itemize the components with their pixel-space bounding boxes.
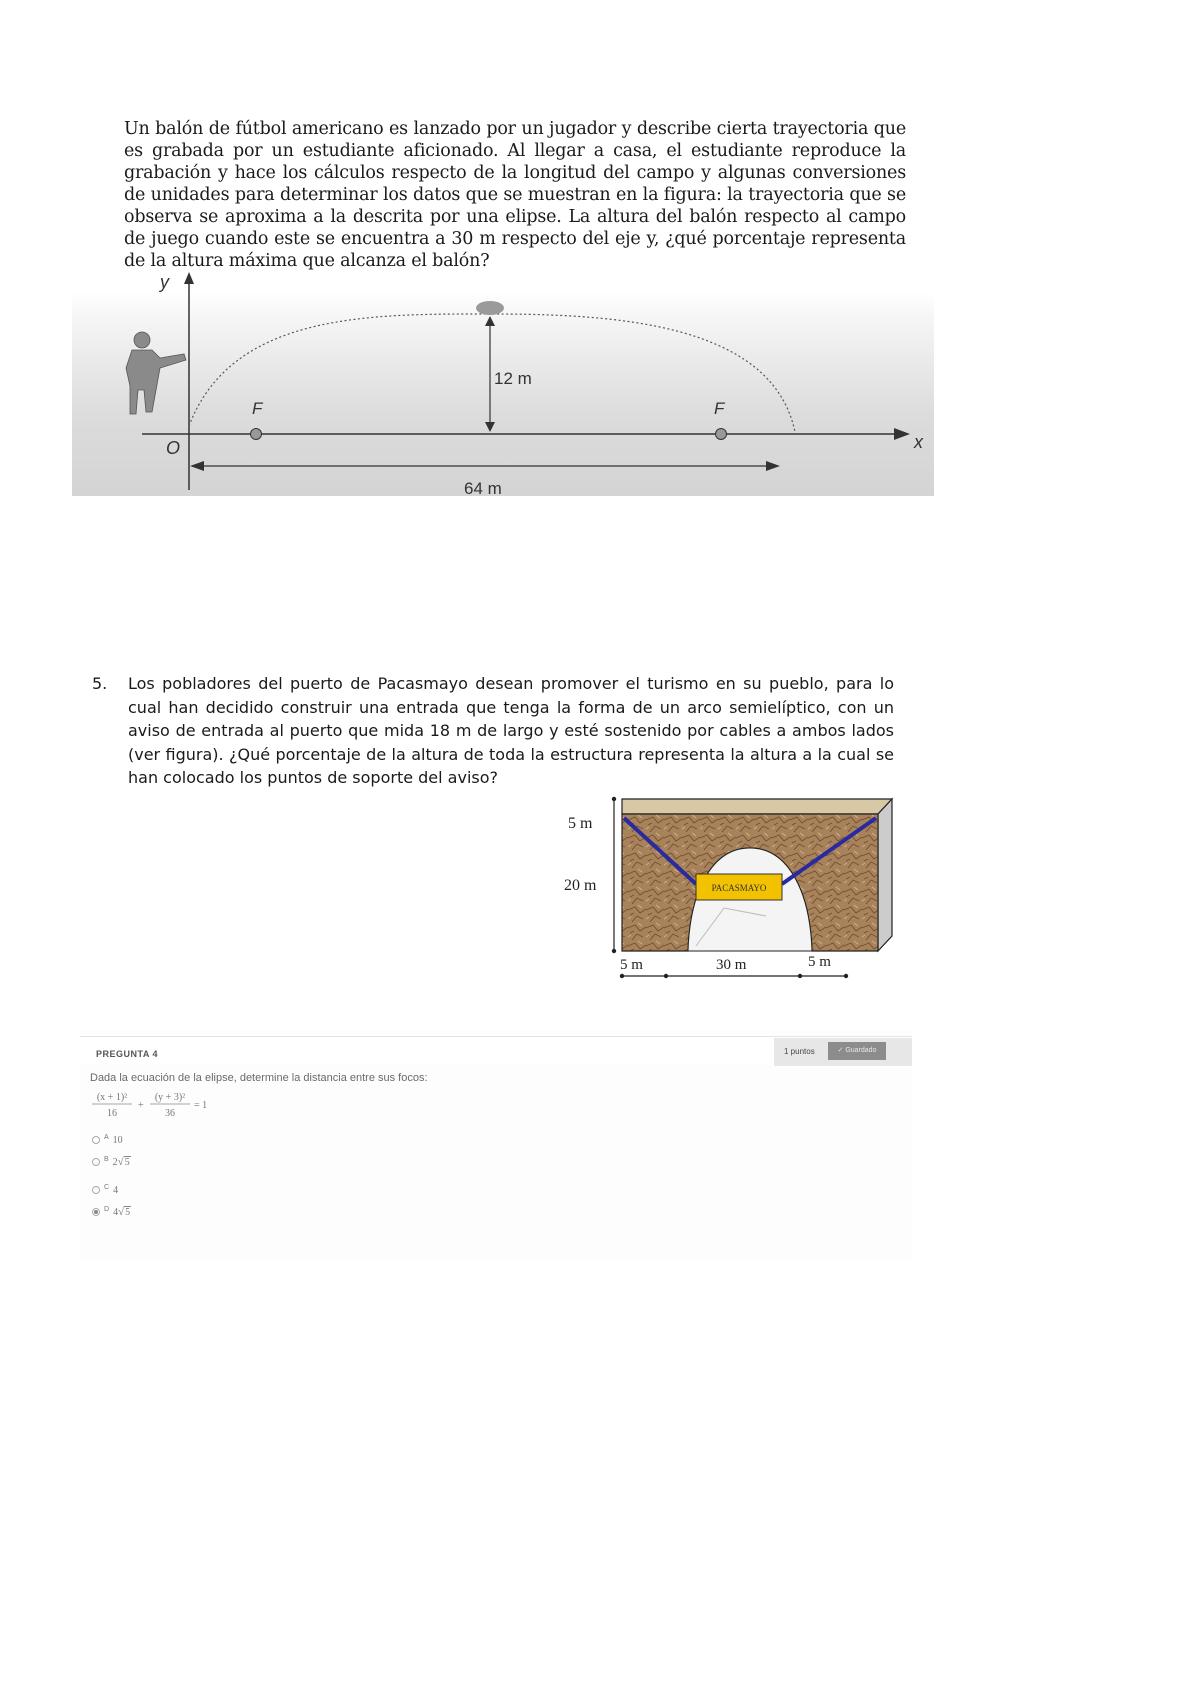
eq-numerator-2: (y + 3)² [154,1092,186,1103]
option-d-radio[interactable] [92,1208,100,1216]
problem-football-text: Un balón de fútbol americano es lanzado por un jugador y describe cierta trayectoria que es grabada por un estudiante aficionado. Al llegar a casa, el estudiante reproduce la grabación y hace los cálculos respecto de la longitud del campo y algunas conversiones de unidades para determinar los datos que se muestran en la figura: la trayectoria que se observa se aproxima a la descrita por una elipse. La altura del balón respecto al campo de juego cuando este se encuentra a 30 m respecto del eje y, ¿qué porcentaje representa de la altura máxima que alcanza el balón? [124,119,906,271]
problem-5-text: Los pobladores del puerto de Pacasmayo desean promover el turismo en su pueblo, para lo cual han decidido construir una entrada que tenga la forma de un arco semielíptico, con un aviso de entrada al puerto que mida 18 m de largo y esté sostenido por cables a ambos lados (ver figura). ¿Qué porcentaje de la altura de toda la estructura representa la altura a la cual se han colocado los puntos de soporte del aviso? [128,674,894,787]
option-a-letter: A [104,1134,109,1141]
width-label: 64 m [464,479,502,496]
option-d-letter: D [104,1206,110,1213]
origin-label: O [166,438,181,458]
y-axis-label: y [160,272,169,292]
focus-right-label: F [714,399,725,418]
football-ball [476,301,504,315]
quiz-points: 1 puntos [784,1047,815,1056]
eq-equals: = 1 [194,1100,208,1111]
football-trajectory-figure [72,272,934,496]
height-label: 12 m [494,369,532,388]
option-d-value: 4√5 [113,1206,131,1218]
eq-denominator-2: 36 [165,1108,175,1119]
top-height-label: 5 m [568,815,593,832]
middle-width-label: 30 m [716,957,747,973]
option-d[interactable] [92,1206,131,1224]
arch-height-label: 20 m [564,877,597,894]
quiz-points-box [774,1038,912,1066]
option-a-value: 10 [112,1135,123,1146]
option-c-radio[interactable] [92,1186,100,1194]
problem-5 [92,672,894,790]
arch-structure-figure [556,796,902,990]
eq-numerator-1: (x + 1)² [96,1092,128,1103]
focus-left-point [251,429,262,440]
eq-denominator-1: 16 [107,1108,117,1119]
option-c[interactable] [92,1184,118,1202]
focus-left-label: F [252,399,263,418]
focus-right-point [716,429,727,440]
sign-text: PACASMAYO [711,883,767,893]
quiz-prompt: Dada la ecuación de la elipse, determine la distancia entre sus focos: [90,1072,428,1084]
x-axis-label: x [914,432,923,452]
arch-top-slab [622,799,892,814]
quiz-title: PREGUNTA 4 [96,1049,159,1059]
option-b-radio[interactable] [92,1158,100,1166]
quiz-question-panel [80,1030,912,1260]
y-axis-arrow [184,272,194,284]
option-a[interactable] [92,1134,123,1152]
quiz-saved-status: ✓ Guardado [828,1042,886,1060]
problem-5-number: 5. [92,674,108,693]
option-c-value: 4 [113,1185,119,1196]
ellipse-equation [90,1090,290,1124]
eq-plus: + [138,1100,144,1111]
option-b[interactable] [92,1156,131,1174]
option-c-letter: C [104,1184,110,1191]
right-width-label: 5 m [808,954,831,970]
option-a-radio[interactable] [92,1136,100,1144]
arch-side-face [878,799,892,951]
left-width-label: 5 m [620,957,643,973]
option-b-letter: B [104,1156,109,1163]
option-b-value: 2√5 [112,1156,130,1168]
